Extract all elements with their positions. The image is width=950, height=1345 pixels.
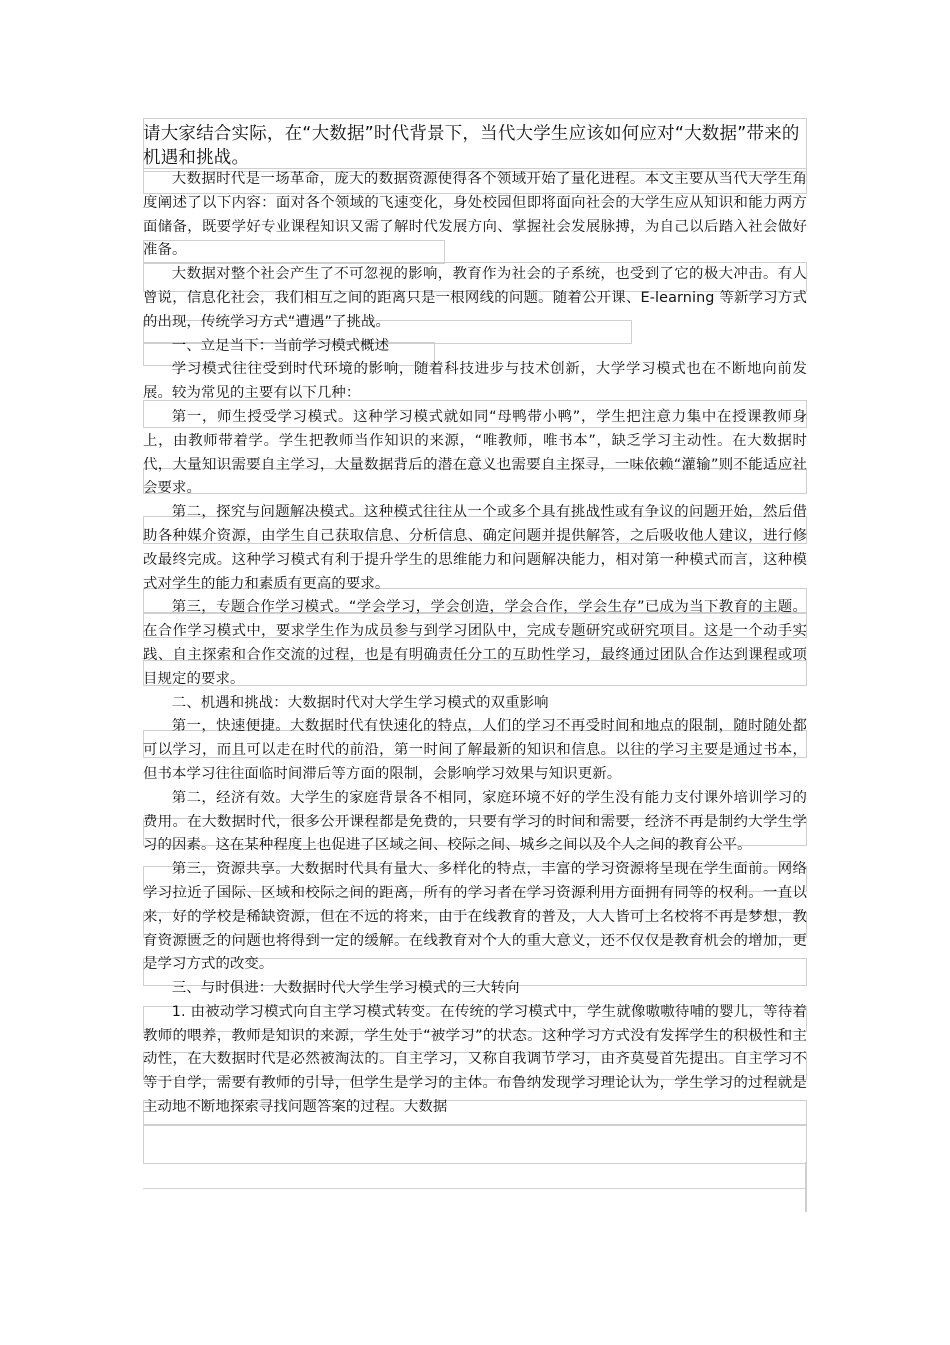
document-title: 请大家结合实际，在“大数据”时代背景下，当代大学生应该如何应对“大数据”带来的机遇和挑战。	[143, 124, 800, 168]
paragraph-impact: 大数据对整个社会产生了不可忽视的影响，教育作为社会的子系统，也受到了它的极大冲击。有人曾说，信息化社会，我们相互之间的距离只是一根网线的问题。随着公开课、E-learning 等新学习方式的出现，传统学习方式“遭遇”了挑战。	[143, 266, 807, 330]
paragraph-mode-2: 第二，探究与问题解决模式。这种模式往往从一个或多个具有挑战性或有争议的问题开始，然后借助各种媒介资源，由学生自己获取信息、分析信息、确定问题并提供解答，之后吸收他人建议，进行修改最终完成。这种学习模式有利于提升学生的思维能力和问题解决能力，相对第一种模式而言，这种模式对学生的能力和素质有更高的要求。	[143, 504, 807, 592]
paragraph-impact-1: 第一，快速便捷。大数据时代有快速化的特点，人们的学习不再受时间和地点的限制，随时随处都可以学习，而且可以走在时代的前沿，第一时间了解最新的知识和信息。以往的学习主要是通过书本，但书本学习往往面临时间滞后等方面的限制，会影响学习效果与知识更新。	[143, 718, 807, 782]
paragraph-impact-3: 第三，资源共享。大数据时代具有量大、多样化的特点，丰富的学习资源将呈现在学生面前。网络学习拉近了国际、区域和校际之间的距离，所有的学习者在学习资源利用方面拥有同等的权利。一直以来，好的学校是稀缺资源，但在不远的将来，由于在线教育的普及，人人皆可上名校将不再是梦想，教育资源匮乏的问题也将得到一定的缓解。在线教育对个人的重大意义，还不仅仅是教育机会的增加，更是学习方式的改变。	[143, 861, 807, 973]
paragraph-intro: 大数据时代是一场革命，庞大的数据资源使得各个领域开始了量化进程。本文主要从当代大学生角度阐述了以下内容：面对各个领域的飞速变化，身处校园但即将面向社会的大学生应从知识和能力两方面储备，既要学好专业课程知识又需了解时代发展方向、掌握社会发展脉搏，为自己以后踏入社会做好准备。	[143, 171, 807, 259]
section-heading-1: 一、立足当下：当前学习模式概述	[171, 337, 390, 354]
rule-line	[143, 1188, 805, 1189]
paragraph-mode-3: 第三，专题合作学习模式。“学会学习，学会创造，学会合作，学会生存”已成为当下教育的主题。在合作学习模式中，要求学生作为成员参与到学习团队中，完成专题研究或研究项目。这是一个动手实践、自主探索和合作交流的过程，也是有明确责任分工的互助性学习，最终通过团队合作达到课程或项目规定的要求。	[143, 599, 807, 687]
frame-box	[143, 1124, 807, 1164]
section-heading-2: 二、机遇和挑战：大数据时代对大学生学习模式的双重影响	[171, 694, 549, 711]
paragraph-shift-1: 1. 由被动学习模式向自主学习模式转变。在传统的学习模式中，学生就像嗷嗷待哺的婴儿，等待着教师的喂养，教师是知识的来源，学生处于“被学习”的状态。这种学习方式没有发挥学生的积极性和主动性，在大数据时代是必然被淘汰的。自主学习，又称自我调节学习，由齐莫曼首先提出。自主学习不等于自学，需要有教师的引导，但学生是学习的主体。布鲁纳发现学习理论认为，学生学习的过程就是主动地不断地探索寻找问题答案的过程。大数据	[143, 1003, 807, 1116]
paragraph-modes-intro: 学习模式往往受到时代环境的影响，随着科技进步与技术创新，大学学习模式也在不断地向前发展。较为常见的主要有以下几种：	[143, 361, 807, 402]
paragraph-mode-1: 第一，师生授受学习模式。这种学习模式就如同“母鸭带小鸭”，学生把注意力集中在授课教师身上，由教师带着学。学生把教师当作知识的来源，“唯教师，唯书本”，缺乏学习主动性。在大数据时代，大量知识需要自主学习，大量数据背后的潜在意义也需要自主探寻，一味依赖“灌输”则不能适应社会要求。	[143, 408, 807, 497]
frame-box	[805, 1162, 807, 1212]
section-heading-3: 三、与时俱进：大数据时代大学生学习模式的三大转向	[171, 980, 520, 997]
document-body	[143, 168, 807, 1120]
paragraph-impact-2: 第二，经济有效。大学生的家庭背景各不相同，家庭环境不好的学生没有能力支付课外培训学习的费用。在大数据时代，很多公开课程都是免费的，只要有学习的时间和需要，经济不再是制约大学生学习的因素。这在某种程度上也促进了区域之间、校际之间、城乡之间以及个人之间的教育公平。	[143, 789, 807, 854]
